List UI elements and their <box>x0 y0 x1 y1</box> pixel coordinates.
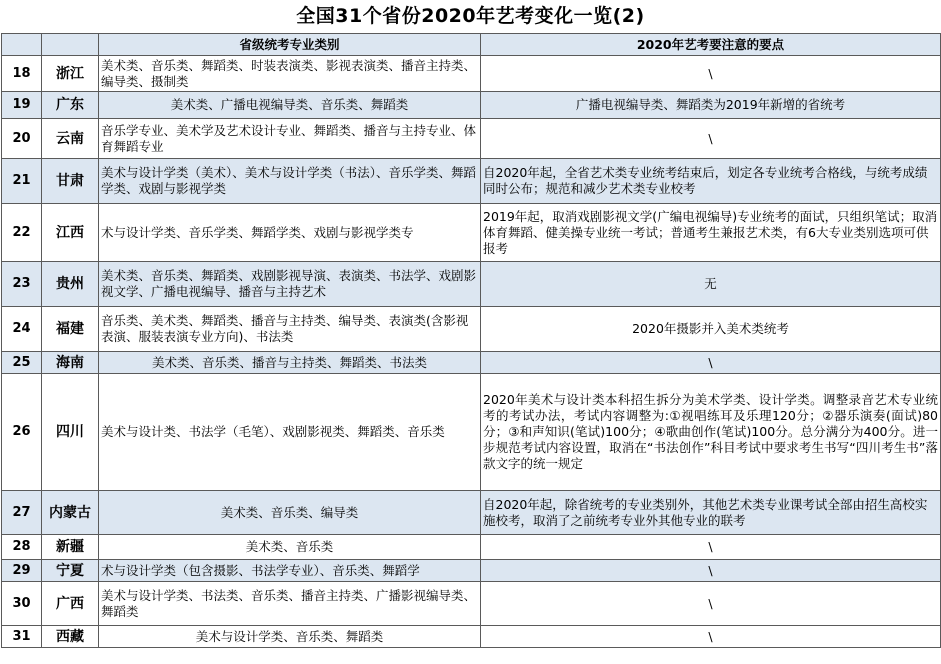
row-number: 19 <box>2 92 42 119</box>
categories-cell: 音乐学专业、美术学及艺术设计专业、舞蹈类、播音与主持专业、体育舞蹈专业 <box>99 119 481 159</box>
row-number: 31 <box>2 626 42 648</box>
notes-cell: \ <box>481 582 941 626</box>
categories-cell: 术与设计学类（包含摄影、书法学专业）、音乐类、舞蹈学 <box>99 560 481 582</box>
categories-cell: 美术类、广播电视编导类、音乐类、舞蹈类 <box>99 92 481 119</box>
row-number: 18 <box>2 56 42 92</box>
row-number: 28 <box>2 535 42 560</box>
categories-cell: 美术与设计学类（美术）、美术与设计学类（书法）、音乐学类、舞蹈学类、戏剧与影视学类 <box>99 159 481 204</box>
row-number: 20 <box>2 119 42 159</box>
table-row <box>2 262 941 307</box>
notes-cell: 2019年起，取消戏剧影视文学(广编电视编导)专业统考的面试，只组织笔试；取消体育舞蹈、健美操专业统一考试；普通考生兼报艺术类，有6大专业类别选项可供报考 <box>481 204 941 262</box>
notes-cell: 2020年美术与设计类本科招生拆分为美术学类、设计学类。调整录音艺术专业统考的考试办法，考试内容调整为:①视唱练耳及乐理120分；②器乐演奏(面试)80分；③和声知识(笔试)100分；④歌曲创作(笔试)100分。总分满分为400分。进一步规范考试内容设置，取消在“书法创作”科目考试中要求考生书写“四川考生书”落款文字的统一规定 <box>481 374 941 491</box>
header-num <box>2 34 42 56</box>
row-number: 23 <box>2 262 42 307</box>
table-row <box>2 560 941 582</box>
table-row <box>2 535 941 560</box>
art-exam-table <box>1 33 941 648</box>
page-title: 全国31个省份2020年艺考变化一览(2) <box>296 5 645 27</box>
province-cell: 海南 <box>42 352 99 374</box>
province-cell: 江西 <box>42 204 99 262</box>
notes-cell: 2020年摄影并入美术类统考 <box>481 307 941 352</box>
header-row <box>2 34 941 56</box>
province-cell: 宁夏 <box>42 560 99 582</box>
province-cell: 新疆 <box>42 535 99 560</box>
row-number: 22 <box>2 204 42 262</box>
row-number: 27 <box>2 491 42 535</box>
province-cell: 云南 <box>42 119 99 159</box>
row-number: 30 <box>2 582 42 626</box>
row-number: 25 <box>2 352 42 374</box>
province-cell: 甘肃 <box>42 159 99 204</box>
categories-cell: 美术类、音乐类、播音与主持类、舞蹈类、书法类 <box>99 352 481 374</box>
table-row <box>2 56 941 92</box>
table-row <box>2 119 941 159</box>
row-number: 24 <box>2 307 42 352</box>
categories-cell: 美术类、音乐类、编导类 <box>99 491 481 535</box>
table-row <box>2 582 941 626</box>
notes-cell: \ <box>481 560 941 582</box>
table-row <box>2 204 941 262</box>
categories-cell: 音乐类、美术类、舞蹈类、播音与主持类、编导类、表演类(含影视表演、服装表演专业方向)、书法类 <box>99 307 481 352</box>
header-province <box>42 34 99 56</box>
categories-cell: 术与设计学类、音乐学类、舞蹈学类、戏剧与影视学类专 <box>99 204 481 262</box>
table-row <box>2 626 941 648</box>
province-cell: 广西 <box>42 582 99 626</box>
province-cell: 四川 <box>42 374 99 491</box>
row-number: 29 <box>2 560 42 582</box>
categories-cell: 美术类、音乐类、舞蹈类、戏剧影视导演、表演类、书法学、戏剧影视文学、广播电视编导、播音与主持艺术 <box>99 262 481 307</box>
categories-cell: 美术与设计学类、音乐类、舞蹈类 <box>99 626 481 648</box>
row-number: 26 <box>2 374 42 491</box>
header-notes: 2020年艺考要注意的要点 <box>481 34 941 56</box>
row-number: 21 <box>2 159 42 204</box>
table-row <box>2 352 941 374</box>
notes-cell: 广播电视编导类、舞蹈类为2019年新增的省统考 <box>481 92 941 119</box>
table-row <box>2 92 941 119</box>
notes-cell: 无 <box>481 262 941 307</box>
categories-cell: 美术与设计类、书法学（毛笔）、戏剧影视类、舞蹈类、音乐类 <box>99 374 481 491</box>
notes-cell: 自2020年起，除省统考的专业类别外，其他艺术类专业课考试全部由招生高校实施校考，取消了之前统考专业外其他专业的联考 <box>481 491 941 535</box>
notes-cell: 自2020年起，全省艺术类专业统考结束后，划定各专业统考合格线，与统考成绩同时公布；规范和减少艺术类专业校考 <box>481 159 941 204</box>
province-cell: 浙江 <box>42 56 99 92</box>
notes-cell: \ <box>481 352 941 374</box>
table-row <box>2 374 941 491</box>
categories-cell: 美术类、音乐类 <box>99 535 481 560</box>
header-categories: 省级统考专业类别 <box>99 34 481 56</box>
province-cell: 福建 <box>42 307 99 352</box>
province-cell: 广东 <box>42 92 99 119</box>
province-cell: 贵州 <box>42 262 99 307</box>
province-cell: 西藏 <box>42 626 99 648</box>
table-row <box>2 307 941 352</box>
table-row <box>2 491 941 535</box>
notes-cell: \ <box>481 56 941 92</box>
province-cell: 内蒙古 <box>42 491 99 535</box>
notes-cell: \ <box>481 119 941 159</box>
categories-cell: 美术与设计学类、书法类、音乐类、播音主持类、广播影视编导类、舞蹈类 <box>99 582 481 626</box>
categories-cell: 美术类、音乐类、舞蹈类、时装表演类、影视表演类、播音主持类、编导类、摄制类 <box>99 56 481 92</box>
notes-cell: \ <box>481 535 941 560</box>
notes-cell: \ <box>481 626 941 648</box>
table-row <box>2 159 941 204</box>
